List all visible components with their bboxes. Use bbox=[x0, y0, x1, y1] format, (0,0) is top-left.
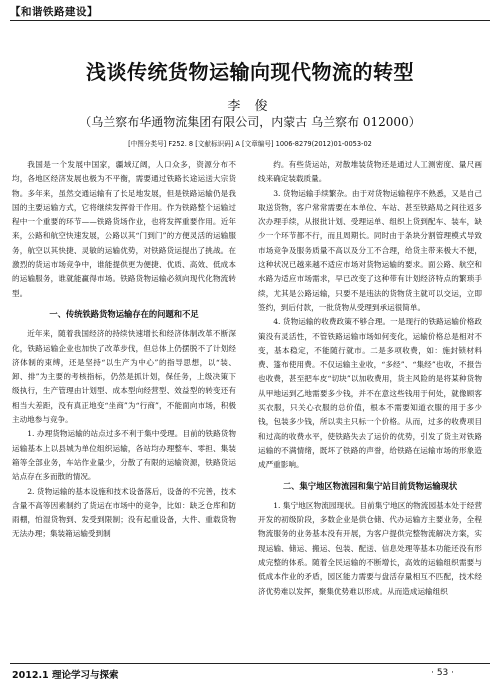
paragraph: 约。有些货运站，对散堆装货物还是通过人工测密度、量尺画线来确定装载质量。 bbox=[258, 160, 482, 184]
header-rule bbox=[10, 20, 490, 21]
paragraph: 3. 货物运输手续繁杂。由于对货物运输程序不熟悉，又是自己取送货物，客户常常需要在本单位、车站、甚至铁路局之间往返多次办理手续，从报批计划、受理运单、组织上货到配车、装车，缺少一个环节都不行，而且周期长。同时由于条块分割管理模式导致市场竞争及服务质量不高以及分工不合理，给货主带来极大不便，这种状况已越来越不适应市场对货物运输的要求。面公路、航空和水路为适应市场需求，早已改变了这种带有计划经济特点的繁琐手续，尤其是公路运输，只要不是违法的货物货主就可以交运，立即签约，到后付款，一批货物从受理到承运很简单。 bbox=[258, 188, 482, 312]
paragraph: 4. 货物运输的收费政策不够合理。一是现行的铁路运输价格政策没有灵活性，不管铁路运输市场如何变化，运输价格总是相对不变，基本稳定，不能随行就市。二是多项收费，如：施封锁材料费、篷布使用费。不仅运输主业收，“多经”、“集经”也收，不报告也收费，甚至把车皮“切块”以加收费用，货主风险的是将某种货物从甲地运到乙地需要多少钱，并不在意这些钱用于何处，就像顾客买衣服，只关心衣服的总价值，根本不需要知道衣服的用于多少钱，包装多少钱，所以卖主只标一个价格。从而，过多的收费项目和过高的收费水平，使铁路失去了运价的优势，引发了货主对铁路运输的不满情绪，既坏了铁路的声誉，给铁路在运输市场的形象造成严重影响。 bbox=[258, 317, 482, 470]
article-title: 浅谈传统货物运输向现代物流的转型 bbox=[86, 60, 414, 84]
left-column bbox=[12, 158, 236, 542]
right-column bbox=[258, 158, 482, 599]
page-number: · 53 · bbox=[431, 668, 454, 678]
author-affiliation: （乌兰察布华通物流集团有限公司，内蒙古 乌兰察布 012000） bbox=[79, 115, 421, 129]
paragraph: 我国是一个发展中国家，疆域辽阔，人口众多，资源分布不均，各地区经济发展也极为不平衡，需要通过铁路长途运送大宗货物。多年来，虽然交通运输有了长足地发展，但是铁路运输仍是我国的主要运输方式，它将继续发挥骨干作用。作为铁路整个运输过程中一个重要的环节——铁路货场作业，也将发挥重要作用。近年来，公路和航空快速发展，公路以其“门到门”的方便灵活的运输服务，航空以其快捷、灵敏的运输优势，对铁路货运提出了挑战。在激烈的货运市场竞争中，谁能提供更为便捷、优质、高效、低成本的运输服务，谁就能赢得市场。铁路货物运输必须向现代化物流转型。 bbox=[12, 160, 236, 298]
paragraph: 1. 集宁地区物流园现状。目前集宁地区的物流园基本处于经营开发的初级阶段，多数企业是供仓储、代办运输方主要业务，全程物流服务的业务基本没有开展，为客户提供完整物流解决方案，实现运输、储运、搬运、包装、配送、信息处理等基本功能还没有形成完整的体系。随着全民运输的不断增长，高效的运输组织需要与低成本作业的矛盾，园区能力需要与盘活存量相互不匹配，技术经济优势难以发挥，聚集优势难以形成。从而造成运输组织 bbox=[258, 500, 482, 596]
paragraph: 近年来，随着我国经济的持续快速增长和经济体制改革不断深化，铁路运输企业也加快了改革步伐，但总体上仍摆脱不了计划经济体制的束缚，还是坚持“以生产为中心”的指导思想，以“装、卸、排”为主要的考核指标，仍然是抓计划，保任务，上级决策下级执行，生产管理由计划型、成本型向经营型、效益型的转变还有相当大差距，没有真正地变“坐商”为“行商”，不能面向市场，积极主动地参与竞争。 bbox=[12, 329, 236, 425]
paragraph: 2. 货物运输的基本设施和技术设备落后，设备的不完善，技术含量不高等因素制约了货运在市场中的竞争，比如：缺乏仓库和防雨棚，怕湿货物到、发受到限制；没有起重设备，大件、重载货物无法办理；集装箱运输受到制 bbox=[12, 486, 236, 539]
classification-line: [中图分类号] F252. 8 [文献标识码] A [文章编号] 1006-8279(2012)01-0053-02 bbox=[128, 140, 372, 148]
article-author: 李 俊 bbox=[227, 99, 273, 114]
section-heading: 二、集宁地区物流园和集宁站目前货物运输现状 bbox=[282, 480, 458, 491]
footer-rule bbox=[10, 663, 490, 664]
section-heading: 一、传统铁路货物运输存在的问题和不足 bbox=[49, 308, 199, 319]
section-header: 【和谐铁路建设】 bbox=[10, 6, 98, 18]
footer-issue: 2012.1 理论学习与探索 bbox=[12, 670, 119, 681]
paragraph: 1. 办理货物运输的站点过多不利于集中受理。目前的铁路货物运输基本上以县城为单位组织运输，各站均办理整车、零担、集装箱等全部业务，车站作业量少，分散了有限的运输资源，铁路货运站点存在多而散的情况。 bbox=[12, 429, 236, 482]
